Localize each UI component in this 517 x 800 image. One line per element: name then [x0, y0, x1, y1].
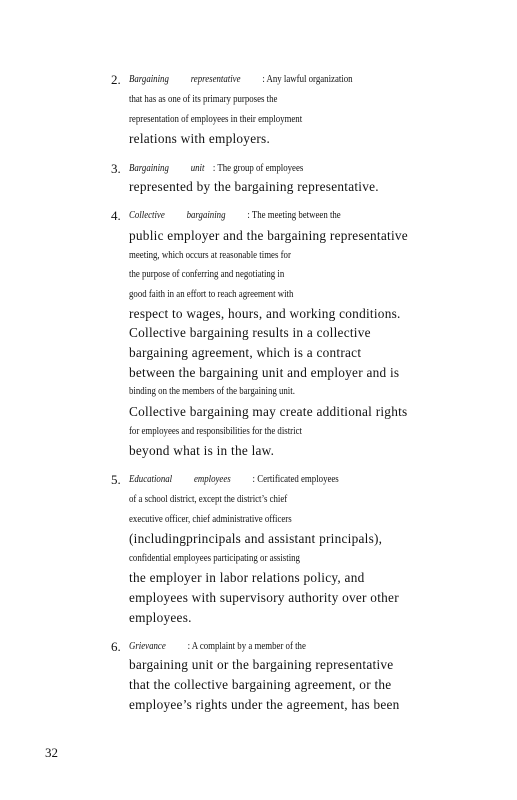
- term-word: unit: [190, 163, 205, 174]
- term-line: [129, 474, 339, 485]
- definition-line: the employer in labor relations policy, and: [129, 570, 365, 585]
- term-word: representative: [190, 74, 241, 85]
- definition-text: : The group of employees: [212, 163, 304, 174]
- definition-line: representation of employees in their employment: [129, 114, 303, 125]
- definition-text: : A complaint by a member of the: [187, 641, 306, 652]
- page-number: 32: [45, 745, 58, 760]
- definition-line: the purpose of conferring and negotiating in: [129, 269, 285, 280]
- term-word: Bargaining: [129, 74, 169, 85]
- definition-text: : Any lawful organization: [262, 74, 353, 85]
- definition-line: binding on the members of the bargaining unit.: [129, 386, 295, 397]
- definition-line: that the collective bargaining agreement, or the: [129, 677, 392, 692]
- definition-line: good faith in an effort to reach agreement with: [129, 289, 294, 300]
- definition-line: employees.: [129, 610, 192, 625]
- item-number: 5.: [111, 472, 121, 487]
- item-number: 6.: [111, 639, 121, 654]
- term-word: employees: [193, 474, 231, 485]
- term-word: bargaining: [186, 210, 226, 221]
- definition-line: (includingprincipals and assistant principals),: [129, 531, 383, 546]
- definition-line: employees with supervisory authority over other: [129, 590, 399, 605]
- definition-line: beyond what is in the law.: [129, 443, 275, 458]
- term-line: [129, 641, 306, 652]
- definition-line: bargaining unit or the bargaining representative: [129, 657, 394, 672]
- term-line: [129, 163, 303, 174]
- definition-line: bargaining agreement, which is a contract: [129, 345, 362, 360]
- term-line: [129, 74, 353, 85]
- definition-line: Collective bargaining may create additional rights: [129, 404, 408, 419]
- item-number: 3.: [111, 161, 121, 176]
- definition-line: meeting, which occurs at reasonable times for: [129, 250, 291, 261]
- definition-line: respect to wages, hours, and working conditions.: [129, 306, 401, 321]
- definition-line: Collective bargaining results in a collective: [129, 325, 371, 340]
- definition-line: of a school district, except the district’s chief: [129, 494, 288, 505]
- definition-text: : The meeting between the: [247, 210, 341, 221]
- definition-line: relations with employers.: [129, 131, 271, 146]
- term-word: Grievance: [129, 641, 166, 652]
- term-word: Educational: [129, 474, 173, 485]
- definition-line: for employees and responsibilities for the district: [129, 426, 302, 437]
- item-number: 4.: [111, 208, 121, 223]
- term-line: [129, 210, 341, 221]
- term-word: Collective: [129, 210, 165, 221]
- term-word: Bargaining: [129, 163, 169, 174]
- item-number: 2.: [111, 72, 121, 87]
- definition-line: between the bargaining unit and employer and is: [129, 365, 400, 380]
- definition-line: that has as one of its primary purposes the: [129, 94, 278, 105]
- definition-line: represented by the bargaining representative.: [129, 179, 379, 194]
- definition-line: executive officer, chief administrative officers: [129, 514, 292, 525]
- definition-line: confidential employees participating or assisting: [129, 553, 300, 564]
- definition-text: : Certificated employees: [252, 474, 339, 485]
- definition-line: employee’s rights under the agreement, has been: [129, 697, 400, 712]
- definition-line: public employer and the bargaining representative: [129, 228, 408, 243]
